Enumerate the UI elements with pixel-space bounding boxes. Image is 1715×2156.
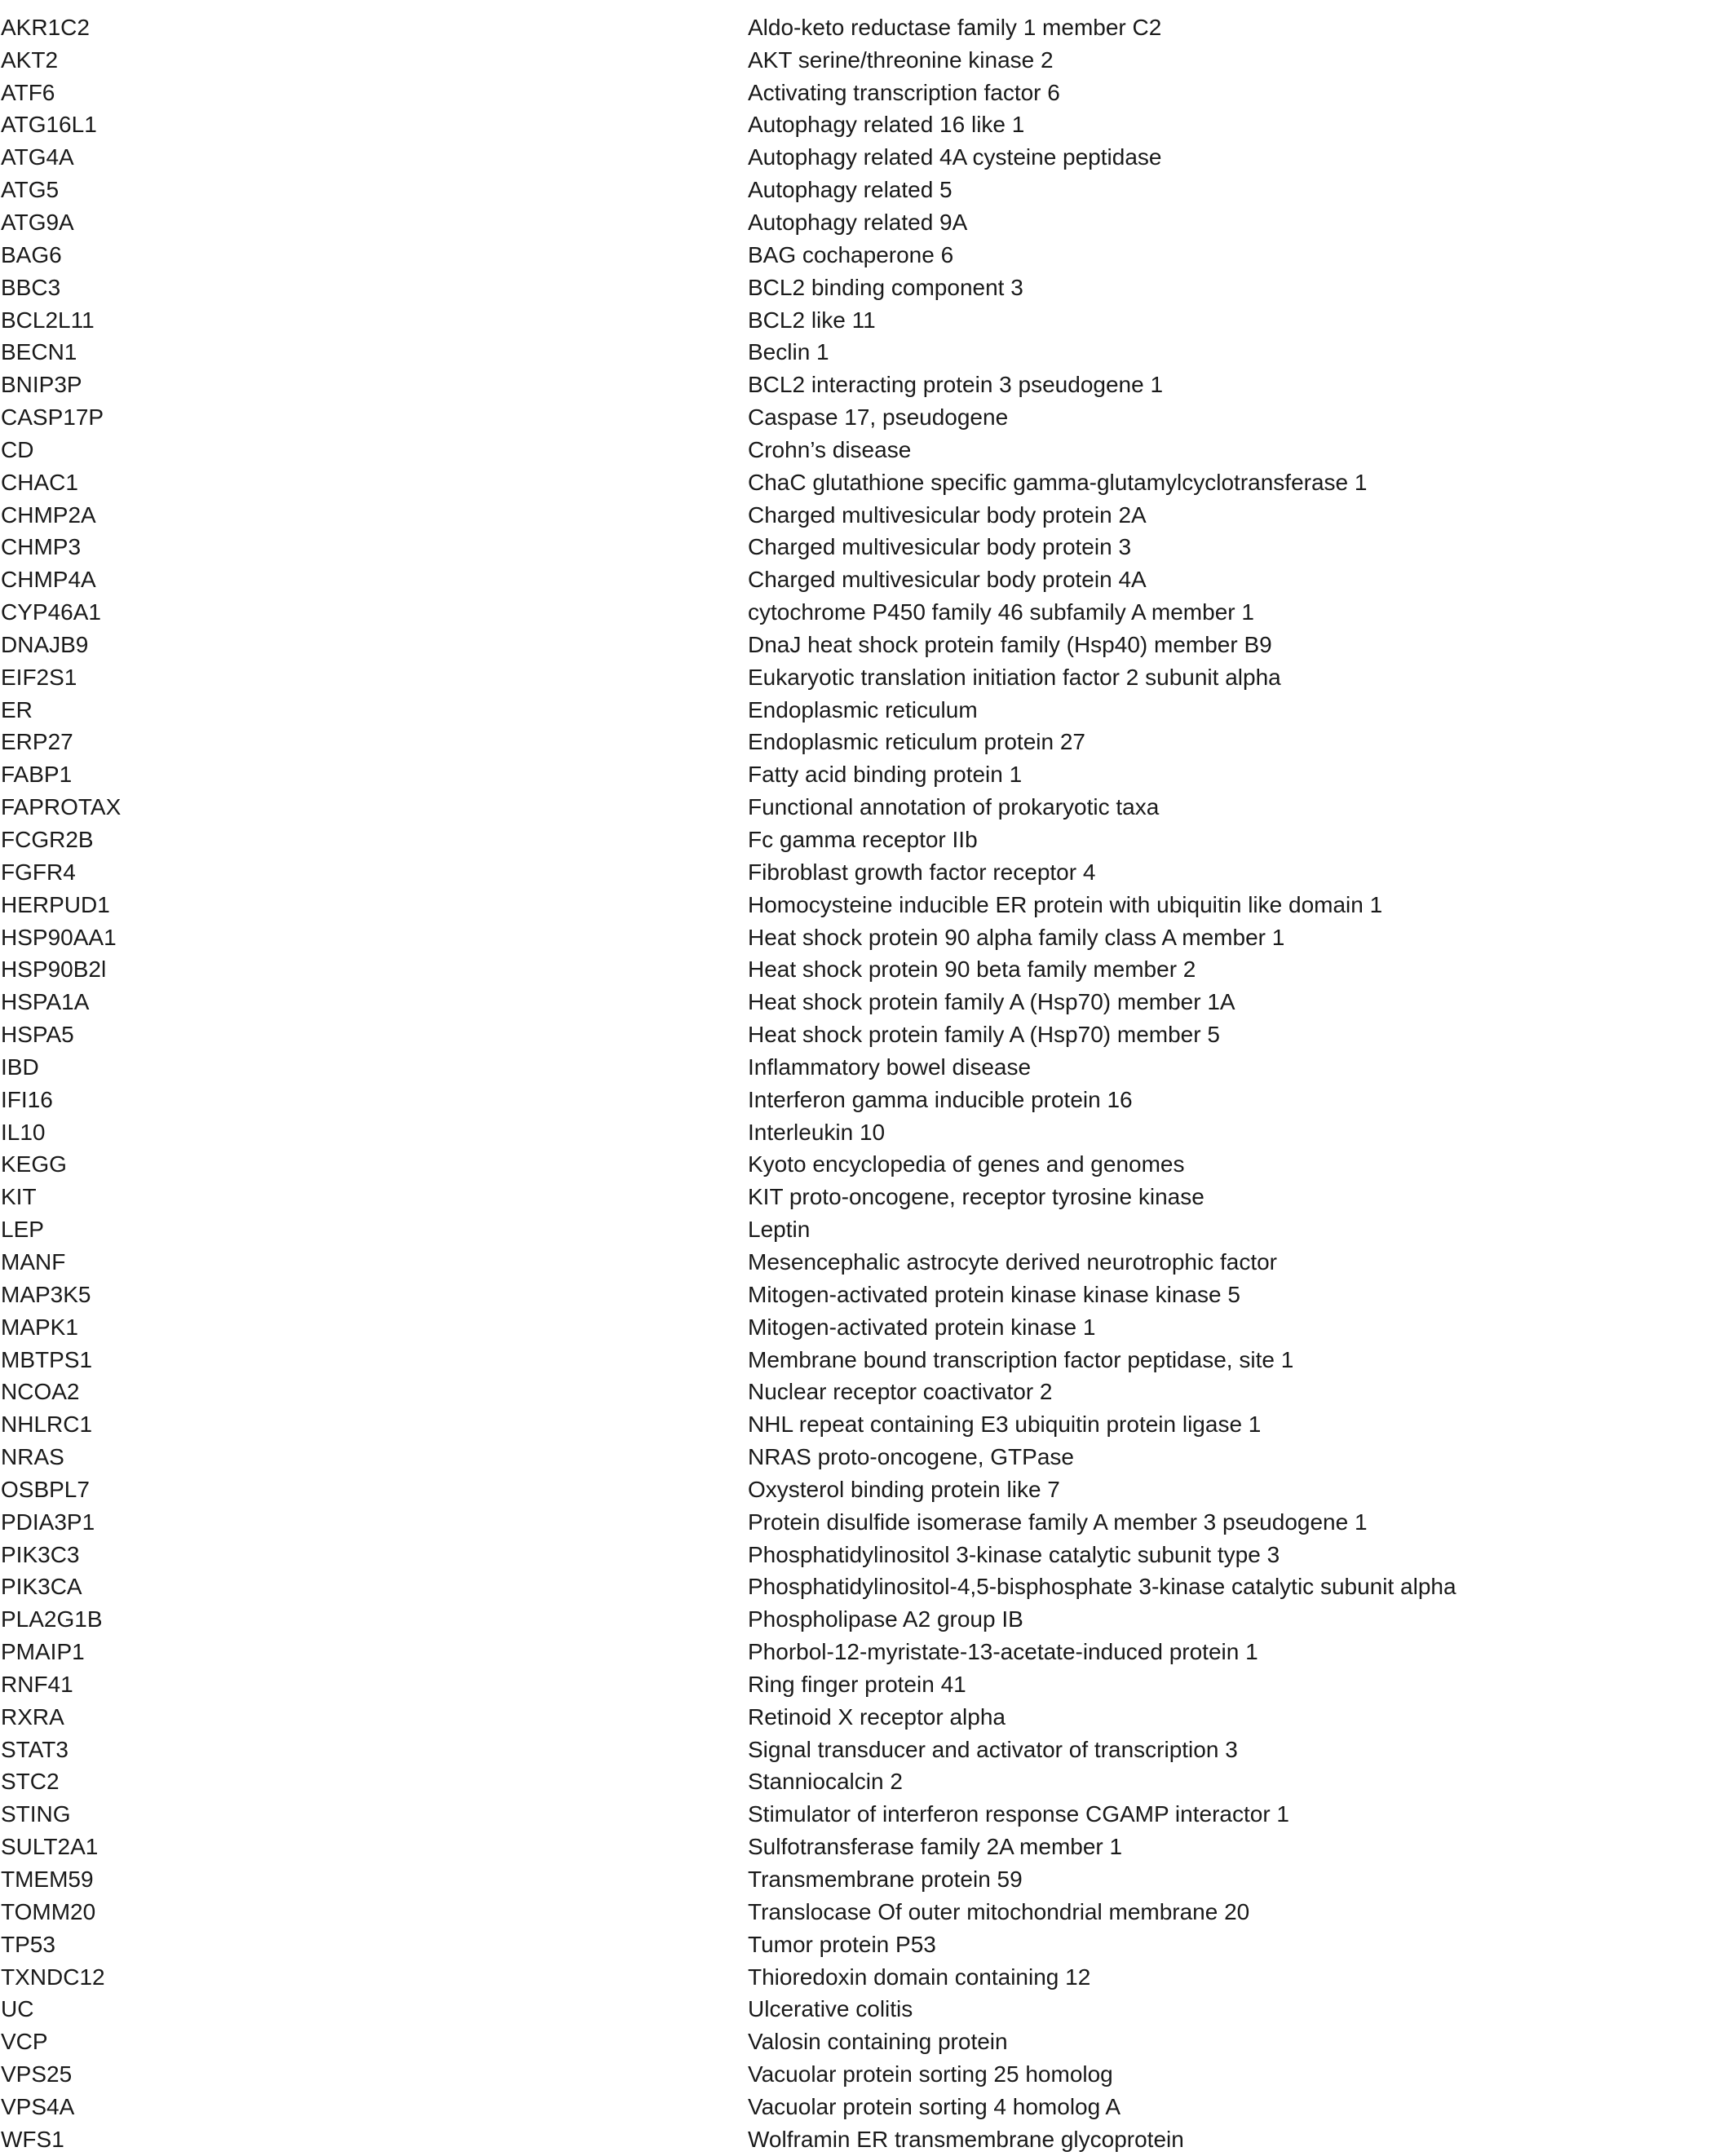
abbreviation-cell: ATG4A xyxy=(1,144,74,170)
full-name-cell: Membrane bound transcription factor peptidase, site 1 xyxy=(748,1346,1294,1372)
full-name-cell: Signal transducer and activator of transcription 3 xyxy=(748,1736,1238,1762)
table-row xyxy=(0,1636,1715,1668)
table-row xyxy=(0,2026,1715,2058)
table-row xyxy=(0,824,1715,856)
abbreviation-cell: NHLRC1 xyxy=(1,1412,93,1438)
abbreviation-cell: IFI16 xyxy=(1,1086,53,1112)
full-name-cell: Fibroblast growth factor receptor 4 xyxy=(748,859,1096,885)
table-row xyxy=(0,1344,1715,1376)
table-row xyxy=(0,44,1715,77)
full-name-cell: Inflammatory bowel disease xyxy=(748,1054,1032,1080)
abbreviation-cell: MAP3K5 xyxy=(1,1281,91,1307)
full-name-cell: Homocysteine inducible ER protein with ubiquitin like domain 1 xyxy=(748,891,1383,917)
full-name-cell: Aldo-keto reductase family 1 member C2 xyxy=(748,14,1162,40)
table-row xyxy=(0,77,1715,109)
abbreviation-cell: DNAJB9 xyxy=(1,631,89,657)
table-row xyxy=(0,1441,1715,1473)
full-name-cell: Stimulator of interferon response CGAMP interactor 1 xyxy=(748,1801,1290,1827)
abbreviation-cell: NCOA2 xyxy=(1,1379,80,1405)
full-name-cell: Ring finger protein 41 xyxy=(748,1671,966,1697)
abbreviation-cell: BCL2L11 xyxy=(1,307,95,333)
abbreviation-cell: STING xyxy=(1,1801,71,1827)
abbreviation-cell: UC xyxy=(1,1996,34,2022)
table-row xyxy=(0,141,1715,174)
abbreviation-cell: ERP27 xyxy=(1,729,73,755)
abbreviation-cell: ATG5 xyxy=(1,177,60,203)
abbreviation-cell: RNF41 xyxy=(1,1671,73,1697)
table-row xyxy=(0,272,1715,304)
table-row xyxy=(0,1863,1715,1896)
abbreviation-cell: FAPROTAX xyxy=(1,794,122,820)
full-name-cell: Heat shock protein 90 beta family member 2 xyxy=(748,957,1196,983)
abbreviation-cell: IBD xyxy=(1,1054,39,1080)
abbreviation-cell: PDIA3P1 xyxy=(1,1509,95,1535)
full-name-cell: NRAS proto-oncogene, GTPase xyxy=(748,1444,1074,1470)
full-name-cell: BCL2 binding component 3 xyxy=(748,274,1023,300)
table-row xyxy=(0,2058,1715,2091)
full-name-cell: Phospholipase A2 group IB xyxy=(748,1606,1023,1632)
table-row xyxy=(0,174,1715,206)
full-name-cell: Kyoto encyclopedia of genes and genomes xyxy=(748,1151,1185,1177)
full-name-cell: Phosphatidylinositol 3-kinase catalytic subunit type 3 xyxy=(748,1541,1280,1567)
table-row xyxy=(0,1376,1715,1408)
table-row xyxy=(0,921,1715,954)
abbreviation-cell: TOMM20 xyxy=(1,1898,96,1924)
abbreviation-cell: CYP46A1 xyxy=(1,599,101,625)
full-name-cell: Wolframin ER transmembrane glycoprotein xyxy=(748,2126,1184,2152)
abbreviation-cell: AKT2 xyxy=(1,46,59,73)
table-row xyxy=(0,336,1715,369)
full-name-cell: Nuclear receptor coactivator 2 xyxy=(748,1379,1053,1405)
full-name-cell: Phorbol-12-myristate-13-acetate-induced protein 1 xyxy=(748,1639,1258,1665)
table-row xyxy=(0,401,1715,434)
abbreviation-cell: HSP90B2l xyxy=(1,957,107,983)
table-row xyxy=(0,1701,1715,1734)
abbreviation-cell: OSBPL7 xyxy=(1,1476,90,1502)
table-row xyxy=(0,856,1715,889)
full-name-cell: Translocase Of outer mitochondrial membrane 20 xyxy=(748,1898,1250,1924)
full-name-cell: Beclin 1 xyxy=(748,339,829,365)
table-row xyxy=(0,532,1715,564)
table-row xyxy=(0,1928,1715,1961)
full-name-cell: Autophagy related 9A xyxy=(748,209,968,235)
full-name-cell: Vacuolar protein sorting 4 homolog A xyxy=(748,2093,1121,2119)
full-name-cell: Mitogen-activated protein kinase 1 xyxy=(748,1314,1096,1340)
table-row xyxy=(0,369,1715,401)
abbreviation-cell: ER xyxy=(1,696,33,722)
full-name-cell: Stanniocalcin 2 xyxy=(748,1769,903,1795)
full-name-cell: Heat shock protein family A (Hsp70) member 5 xyxy=(748,1022,1220,1048)
table-row xyxy=(0,1993,1715,2026)
table-row xyxy=(0,758,1715,791)
abbreviation-table xyxy=(0,11,1715,2156)
abbreviation-cell: KIT xyxy=(1,1184,37,1210)
table-row xyxy=(0,1668,1715,1701)
table-row xyxy=(0,1603,1715,1636)
abbreviation-cell: TP53 xyxy=(1,1931,55,1957)
table-row xyxy=(0,727,1715,759)
full-name-cell: Thioredoxin domain containing 12 xyxy=(748,1964,1091,1990)
table-row xyxy=(0,1734,1715,1766)
abbreviation-cell: PIK3CA xyxy=(1,1574,82,1600)
table-row xyxy=(0,661,1715,694)
abbreviation-cell: STAT3 xyxy=(1,1736,69,1762)
abbreviation-cell: EIF2S1 xyxy=(1,664,77,690)
abbreviation-cell: BAG6 xyxy=(1,241,62,267)
abbreviation-cell: BBC3 xyxy=(1,274,61,300)
table-row xyxy=(0,1279,1715,1311)
table-row xyxy=(0,434,1715,466)
abbreviation-cell: FGFR4 xyxy=(1,859,76,885)
full-name-cell: Charged multivesicular body protein 3 xyxy=(748,534,1132,560)
full-name-cell: AKT serine/threonine kinase 2 xyxy=(748,46,1054,73)
abbreviation-cell: CHMP4A xyxy=(1,567,96,593)
full-name-cell: Heat shock protein 90 alpha family class A member 1 xyxy=(748,924,1285,950)
table-row xyxy=(0,1506,1715,1539)
table-row xyxy=(0,889,1715,921)
abbreviation-cell: IL10 xyxy=(1,1119,46,1145)
table-row xyxy=(0,1539,1715,1571)
table-row xyxy=(0,1961,1715,1994)
table-row xyxy=(0,1213,1715,1246)
abbreviation-cell: PIK3C3 xyxy=(1,1541,80,1567)
abbreviation-cell: TMEM59 xyxy=(1,1867,94,1893)
full-name-cell: Oxysterol binding protein like 7 xyxy=(748,1476,1060,1502)
table-row xyxy=(0,1246,1715,1279)
full-name-cell: Valosin containing protein xyxy=(748,2029,1008,2055)
table-row xyxy=(0,986,1715,1018)
abbreviation-cell: ATG9A xyxy=(1,209,74,235)
abbreviation-cell: WFS1 xyxy=(1,2126,64,2152)
full-name-cell: Vacuolar protein sorting 25 homolog xyxy=(748,2061,1113,2088)
full-name-cell: BCL2 like 11 xyxy=(748,307,876,333)
table-row xyxy=(0,1084,1715,1116)
abbreviation-cell: VPS4A xyxy=(1,2093,75,2119)
full-name-cell: Interleukin 10 xyxy=(748,1119,886,1145)
abbreviation-cell: ATG16L1 xyxy=(1,112,97,138)
full-name-cell: NHL repeat containing E3 ubiquitin protein ligase 1 xyxy=(748,1412,1262,1438)
abbreviation-cell: VPS25 xyxy=(1,2061,73,2088)
abbreviation-cell: CHMP3 xyxy=(1,534,82,560)
table-row xyxy=(0,1311,1715,1344)
full-name-cell: Phosphatidylinositol-4,5-bisphosphate 3-kinase catalytic subunit alpha xyxy=(748,1574,1456,1600)
full-name-cell: KIT proto-oncogene, receptor tyrosine kinase xyxy=(748,1184,1204,1210)
full-name-cell: Functional annotation of prokaryotic taxa xyxy=(748,794,1160,820)
table-row xyxy=(0,1149,1715,1182)
full-name-cell: Caspase 17, pseudogene xyxy=(748,404,1009,431)
abbreviation-cell: HSP90AA1 xyxy=(1,924,117,950)
table-row xyxy=(0,1571,1715,1604)
full-name-cell: Autophagy related 4A cysteine peptidase xyxy=(748,144,1162,170)
full-name-cell: Fatty acid binding protein 1 xyxy=(748,762,1023,788)
table-row xyxy=(0,953,1715,986)
full-name-cell: Interferon gamma inducible protein 16 xyxy=(748,1086,1133,1112)
full-name-cell: BCL2 interacting protein 3 pseudogene 1 xyxy=(748,372,1164,398)
abbreviation-cell: VCP xyxy=(1,2029,48,2055)
abbreviation-cell: MANF xyxy=(1,1248,66,1275)
table-row xyxy=(0,499,1715,532)
table-row xyxy=(0,1018,1715,1051)
table-row xyxy=(0,596,1715,629)
full-name-cell: Autophagy related 16 like 1 xyxy=(748,112,1025,138)
full-name-cell: Fc gamma receptor IIb xyxy=(748,827,978,853)
full-name-cell: Tumor protein P53 xyxy=(748,1931,936,1957)
full-name-cell: Transmembrane protein 59 xyxy=(748,1867,1023,1893)
full-name-cell: Charged multivesicular body protein 2A xyxy=(748,501,1147,528)
full-name-cell: Activating transcription factor 6 xyxy=(748,79,1060,105)
full-name-cell: Charged multivesicular body protein 4A xyxy=(748,567,1147,593)
table-row xyxy=(0,1798,1715,1831)
abbreviation-cell: MBTPS1 xyxy=(1,1346,93,1372)
table-row xyxy=(0,629,1715,661)
full-name-cell: Eukaryotic translation initiation factor 2 subunit alpha xyxy=(748,664,1281,690)
abbreviation-cell: RXRA xyxy=(1,1703,64,1730)
full-name-cell: Endoplasmic reticulum protein 27 xyxy=(748,729,1085,755)
table-row xyxy=(0,1181,1715,1213)
full-name-cell: cytochrome P450 family 46 subfamily A member 1 xyxy=(748,599,1254,625)
abbreviation-cell: PLA2G1B xyxy=(1,1606,103,1632)
abbreviation-cell: SULT2A1 xyxy=(1,1834,99,1860)
table-row xyxy=(0,206,1715,239)
table-row xyxy=(0,1116,1715,1149)
full-name-cell: Protein disulfide isomerase family A member 3 pseudogene 1 xyxy=(748,1509,1368,1535)
full-name-cell: Endoplasmic reticulum xyxy=(748,696,978,722)
table-row xyxy=(0,2091,1715,2123)
table-row xyxy=(0,304,1715,337)
full-name-cell: ChaC glutathione specific gamma-glutamylcyclotransferase 1 xyxy=(748,469,1368,495)
abbreviation-cell: CHAC1 xyxy=(1,469,78,495)
full-name-cell: BAG cochaperone 6 xyxy=(748,241,954,267)
full-name-cell: Retinoid X receptor alpha xyxy=(748,1703,1006,1730)
abbreviation-cell: HSPA5 xyxy=(1,1022,74,1048)
abbreviation-cell: AKR1C2 xyxy=(1,14,90,40)
table-row xyxy=(0,791,1715,824)
full-name-cell: Mesencephalic astrocyte derived neurotrophic factor xyxy=(748,1248,1278,1275)
table-row xyxy=(0,2123,1715,2156)
full-name-cell: Autophagy related 5 xyxy=(748,177,953,203)
abbreviation-cell: BECN1 xyxy=(1,339,77,365)
full-name-cell: DnaJ heat shock protein family (Hsp40) member B9 xyxy=(748,631,1272,657)
abbreviation-cell: CASP17P xyxy=(1,404,104,431)
abbreviation-cell: MAPK1 xyxy=(1,1314,78,1340)
table-row xyxy=(0,466,1715,499)
abbreviation-cell: STC2 xyxy=(1,1769,60,1795)
table-row xyxy=(0,1473,1715,1506)
table-row xyxy=(0,109,1715,142)
table-row xyxy=(0,563,1715,596)
full-name-cell: Crohn’s disease xyxy=(748,436,912,462)
abbreviation-cell: KEGG xyxy=(1,1151,67,1177)
full-name-cell: Ulcerative colitis xyxy=(748,1996,913,2022)
abbreviation-cell: FABP1 xyxy=(1,762,73,788)
abbreviation-cell: FCGR2B xyxy=(1,827,94,853)
abbreviation-cell: ATF6 xyxy=(1,79,55,105)
abbreviation-cell: CD xyxy=(1,436,34,462)
full-name-cell: Sulfotransferase family 2A member 1 xyxy=(748,1834,1123,1860)
table-row xyxy=(0,11,1715,44)
table-row xyxy=(0,694,1715,727)
table-row xyxy=(0,1408,1715,1441)
abbreviation-cell: PMAIP1 xyxy=(1,1639,85,1665)
full-name-cell: Leptin xyxy=(748,1217,811,1243)
abbreviation-cell: NRAS xyxy=(1,1444,64,1470)
table-row xyxy=(0,239,1715,272)
abbreviation-cell: HSPA1A xyxy=(1,989,90,1015)
abbreviation-cell: BNIP3P xyxy=(1,372,82,398)
table-row xyxy=(0,1896,1715,1928)
abbreviation-cell: CHMP2A xyxy=(1,501,96,528)
table-row xyxy=(0,1766,1715,1799)
table-row xyxy=(0,1051,1715,1084)
abbreviation-cell: HERPUD1 xyxy=(1,891,110,917)
abbreviation-cell: LEP xyxy=(1,1217,44,1243)
abbreviation-cell: TXNDC12 xyxy=(1,1964,105,1990)
full-name-cell: Heat shock protein family A (Hsp70) member 1A xyxy=(748,989,1235,1015)
full-name-cell: Mitogen-activated protein kinase kinase kinase 5 xyxy=(748,1281,1240,1307)
table-row xyxy=(0,1831,1715,1863)
